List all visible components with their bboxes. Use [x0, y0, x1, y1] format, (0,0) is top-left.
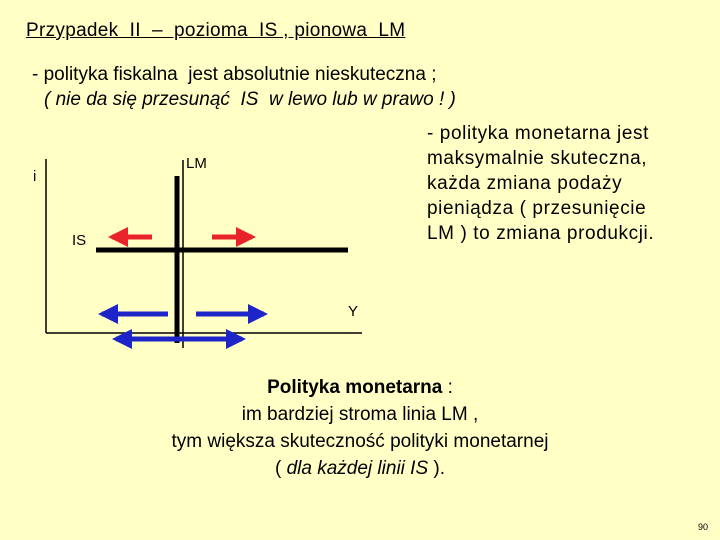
monetary-line-5: LM ) to zmiana produkcji. [427, 223, 655, 244]
fiscal-policy-statement: - polityka fiskalna jest absolutnie nieskuteczna ; [32, 64, 437, 85]
conclusion-italic: dla każdej linii IS [286, 458, 429, 479]
conclusion-paren-open: ( [274, 458, 287, 479]
conclusion-line-3: tym większa skuteczność polityki monetarnej [171, 431, 549, 452]
conclusion-paren-close: ). [428, 458, 446, 479]
monetary-line-1: - polityka monetarna jest [427, 123, 649, 144]
x-axis-label: Y [348, 303, 359, 320]
slide-title: Przypadek II – pozioma IS , pionowa LM [26, 20, 406, 41]
conclusion-line-4 [90, 455, 630, 482]
lm-label: LM [186, 155, 207, 172]
conclusion-colon: : [442, 377, 453, 398]
monetary-line-4: pieniądza ( przesunięcie [427, 198, 647, 219]
y-axis-label: i [33, 168, 37, 185]
is-label: IS [72, 232, 87, 249]
monetary-line-3: każda zmiana podaży [427, 173, 623, 194]
conclusion-heading: Polityka monetarna [267, 377, 443, 398]
fiscal-policy-note: ( nie da się przesunąć IS w lewo lub w prawo ! ) [44, 89, 456, 110]
conclusion-line-1 [90, 374, 630, 401]
conclusion-line-2: im bardziej stroma linia LM , [241, 404, 479, 425]
conclusion-text [90, 374, 630, 482]
monetary-line-2: maksymalnie skuteczna, [427, 148, 648, 169]
page-number: 90 [697, 522, 708, 532]
